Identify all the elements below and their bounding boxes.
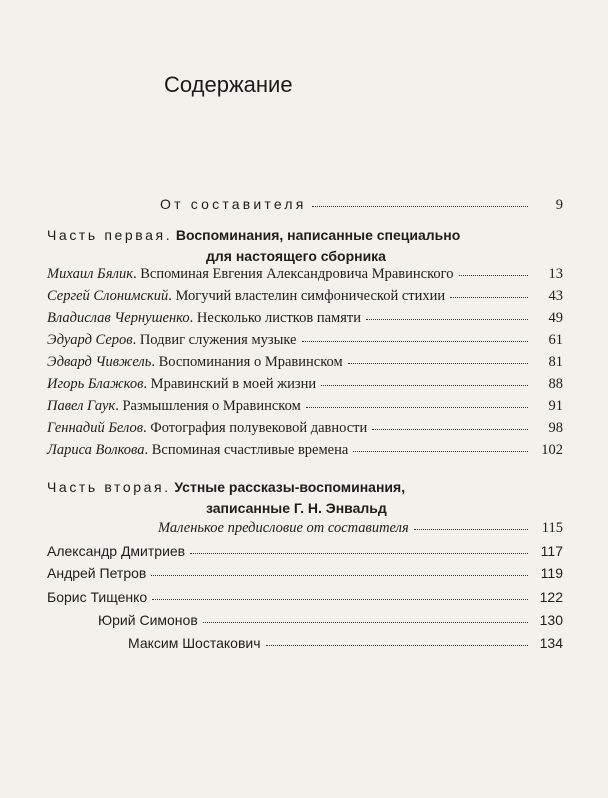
dot-leader	[306, 406, 528, 408]
dot-leader	[450, 296, 528, 298]
toc-entry: Павел Гаук. Размышления о Мравинском 91	[47, 398, 563, 414]
toc-entry	[98, 612, 563, 634]
page-number: 91	[548, 398, 563, 414]
part-heading-line: Воспоминания, написанные специально	[175, 227, 461, 243]
toc-entry: Лариса Волкова. Вспоминая счастливые времена 102	[47, 442, 563, 458]
entry-author: Михаил Бялик	[47, 266, 134, 282]
entry-author: Эдуард Серов	[47, 332, 133, 348]
entry-title: Мравинский в моей жизни	[150, 376, 317, 392]
part-heading-2	[47, 477, 567, 516]
toc-entry: Эдвард Чивжель. Воспоминания о Мравинском 81	[47, 354, 563, 370]
entry-author: Сергей Слонимский	[47, 288, 169, 304]
entry-author: Владислав Чернушенко	[47, 310, 190, 326]
entry-title: Несколько листков памяти	[196, 310, 361, 326]
entry-title: Воспоминания о Мравинском	[158, 354, 343, 370]
entry-title: Юрий Симонов	[98, 612, 198, 628]
dot-leader	[414, 528, 528, 530]
page-number: 134	[539, 635, 563, 651]
toc-entry	[47, 589, 563, 611]
dot-leader	[372, 428, 528, 430]
part-heading-line: записанные Г. Н. Энвальд	[206, 500, 387, 516]
page-number: 88	[548, 376, 563, 392]
toc-entry: Михаил Бялик. Вспоминая Евгения Александровича Мравинского 13	[47, 266, 563, 282]
page-number: 9	[555, 197, 563, 213]
entry-author: Геннадий Белов	[47, 420, 144, 436]
entry-title: Вспоминая счастливые времена	[151, 442, 349, 458]
part-label: Часть вторая.	[47, 479, 171, 495]
page-number: 122	[539, 589, 563, 605]
entry-title: Максим Шостакович	[128, 635, 261, 651]
entry-author: Павел Гаук	[47, 398, 116, 414]
entry-title: Подвиг служения музыке	[139, 332, 297, 348]
toc-entry-intro	[160, 196, 563, 218]
dot-leader	[312, 205, 528, 207]
toc-entry: Сергей Слонимский. Могучий властелин симфонической стихии 43	[47, 288, 563, 304]
entry-title: Маленькое предисловие от составителя	[158, 520, 409, 536]
dot-leader	[321, 384, 528, 386]
bleed-through-text	[70, 28, 590, 39]
entry-title: Борис Тищенко	[47, 589, 148, 605]
page-number: 119	[540, 565, 563, 581]
page-number: 115	[541, 520, 563, 536]
toc-entry: Эдуард Серов. Подвиг служения музыке 61	[47, 332, 563, 348]
part-heading-1	[47, 225, 567, 264]
page-number: 13	[548, 266, 563, 282]
page-number: 61	[548, 332, 563, 348]
toc-entry-preface	[158, 520, 563, 542]
page-number: 130	[539, 612, 563, 628]
entry-title: Андрей Петров	[47, 565, 147, 581]
toc-entry	[47, 565, 563, 587]
entry-title: Могучий властелин симфонической стихии	[175, 288, 446, 304]
entry-title: Вспоминая Евгения Александровича Мравинского	[140, 266, 454, 282]
dot-leader	[302, 340, 529, 342]
toc-entry	[47, 543, 563, 565]
page-number: 81	[548, 354, 563, 370]
dot-leader	[151, 574, 528, 576]
entry-author: Лариса Волкова	[47, 442, 145, 458]
entry-title: От составителя	[160, 196, 307, 212]
toc-entry: Владислав Чернушенко. Несколько листков памяти 49	[47, 310, 563, 326]
dot-leader	[152, 598, 528, 600]
dot-leader	[190, 552, 528, 554]
dot-leader	[203, 621, 528, 623]
toc-entry: Геннадий Белов. Фотография полувековой давности 98	[47, 420, 563, 436]
entry-title: Фотография полувековой давности	[150, 420, 368, 436]
entry-title: Александр Дмитриев	[47, 543, 186, 559]
part-label: Часть первая.	[47, 227, 173, 243]
page-number: 98	[548, 420, 563, 436]
page-number: 102	[541, 442, 563, 458]
entry-author: Эдвард Чивжель	[47, 354, 152, 370]
dot-leader	[266, 644, 528, 646]
page-title: Содержание	[164, 72, 293, 97]
page-number: 117	[540, 543, 563, 559]
page-number: 43	[548, 288, 563, 304]
toc-entry	[128, 635, 563, 657]
dot-leader	[353, 450, 528, 452]
dot-leader	[366, 318, 528, 320]
entry-title: Размышления о Мравинском	[122, 398, 301, 414]
page-number: 49	[548, 310, 563, 326]
dot-leader	[348, 362, 528, 364]
part-heading-line: Устные рассказы-воспоминания,	[174, 479, 406, 495]
dot-leader	[459, 274, 529, 276]
entry-author: Игорь Блажков	[47, 376, 144, 392]
part-heading-line: для настоящего сборника	[206, 248, 386, 264]
toc-entry: Игорь Блажков. Мравинский в моей жизни 88	[47, 376, 563, 392]
